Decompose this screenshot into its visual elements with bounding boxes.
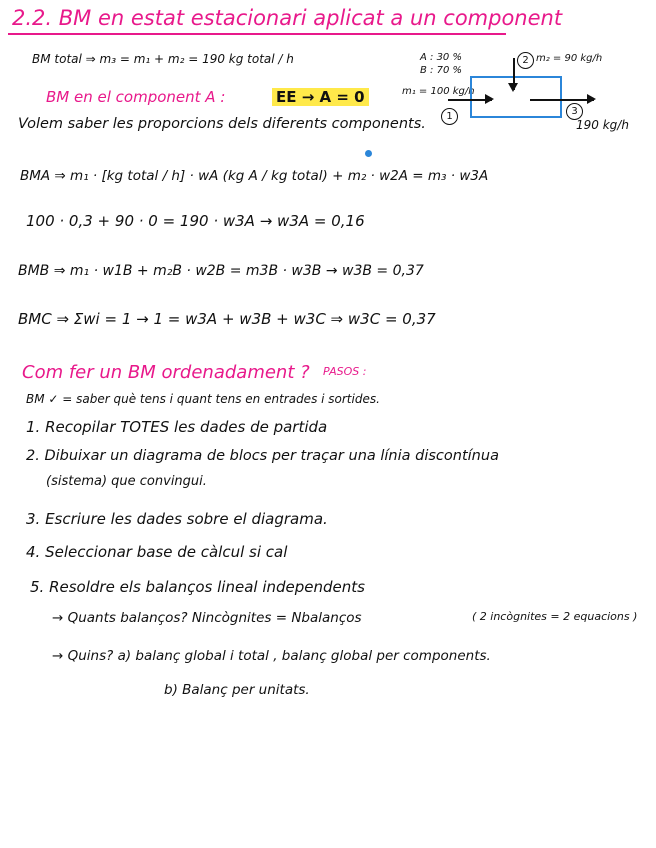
composition-b: B : 70 %	[420, 65, 462, 76]
bma-equation: BMA ⇒ m₁ · [kg total / h] · wA (kg A / kg total) + m₂ · w2A = m₃ · w3A	[20, 168, 489, 184]
quins-b-line: b) Balanç per unitats.	[164, 682, 310, 698]
composition-a: A : 30 %	[420, 52, 462, 63]
bmc-equation: BMC ⇒ Σwi = 1 → 1 = w3A + w3B + w3C ⇒ w3C = 0,37	[18, 310, 436, 328]
bm-component-equation: EE → A = 0	[272, 88, 369, 106]
pasos-label: PASOS :	[323, 365, 367, 378]
bm-total-line: BM total ⇒ m₃ = m₁ + m₂ = 190 kg total / h	[32, 52, 294, 66]
step-3: 3. Escriure les dades sobre el diagrama.	[26, 510, 328, 528]
step-2-continued: (sistema) que convingui.	[46, 474, 207, 489]
step-4: 4. Seleccionar base de càlcul si cal	[26, 543, 288, 561]
stream-3-marker: 3	[566, 103, 583, 120]
bmb-equation: BMB ⇒ m₁ · w1B + m₂B · w2B = m3B · w3B → w3B = 0,37	[18, 263, 424, 279]
inlet-arrow-1	[448, 99, 492, 101]
quins-line: → Quins? a) balanç global i total , balanç global per components.	[52, 648, 491, 664]
quants-note: ( 2 incògnites = 2 equacions )	[472, 610, 638, 623]
stream-2-flow: m₂ = 90 kg/h	[536, 53, 603, 64]
bm-check-line: BM ✓ = saber què tens i quant tens en entrades i sortides.	[26, 392, 380, 406]
numeric-equation: 100 · 0,3 + 90 · 0 = 190 · w3A → w3A = 0,16	[26, 212, 365, 230]
inlet-arrow-2	[513, 58, 515, 90]
step-1: 1. Recopilar TOTES les dades de partida	[26, 418, 328, 436]
outlet-arrow-3	[530, 99, 594, 101]
blue-marker-dot	[365, 150, 372, 157]
page-title: 2.2. BM en estat estacionari aplicat a un component	[12, 6, 563, 30]
step-2: 2. Dibuixar un diagrama de blocs per traçar una línia discontínua	[26, 448, 499, 464]
volem-line: Volem saber les proporcions dels diferents components.	[18, 116, 426, 132]
section-heading: Com fer un BM ordenadament ?	[22, 362, 310, 383]
stream-1-marker: 1	[441, 108, 458, 125]
stream-2-marker: 2	[517, 52, 534, 69]
title-underline	[8, 33, 506, 35]
step-5: 5. Resoldre els balanços lineal independents	[30, 578, 365, 596]
quants-line: → Quants balanços? Nincògnites = Nbalanços	[52, 610, 362, 626]
stream-3-flow: 190 kg/h	[576, 118, 629, 132]
bm-component-label: BM en el component A :	[46, 88, 226, 106]
stream-1-flow: m₁ = 100 kg/h	[402, 86, 475, 97]
